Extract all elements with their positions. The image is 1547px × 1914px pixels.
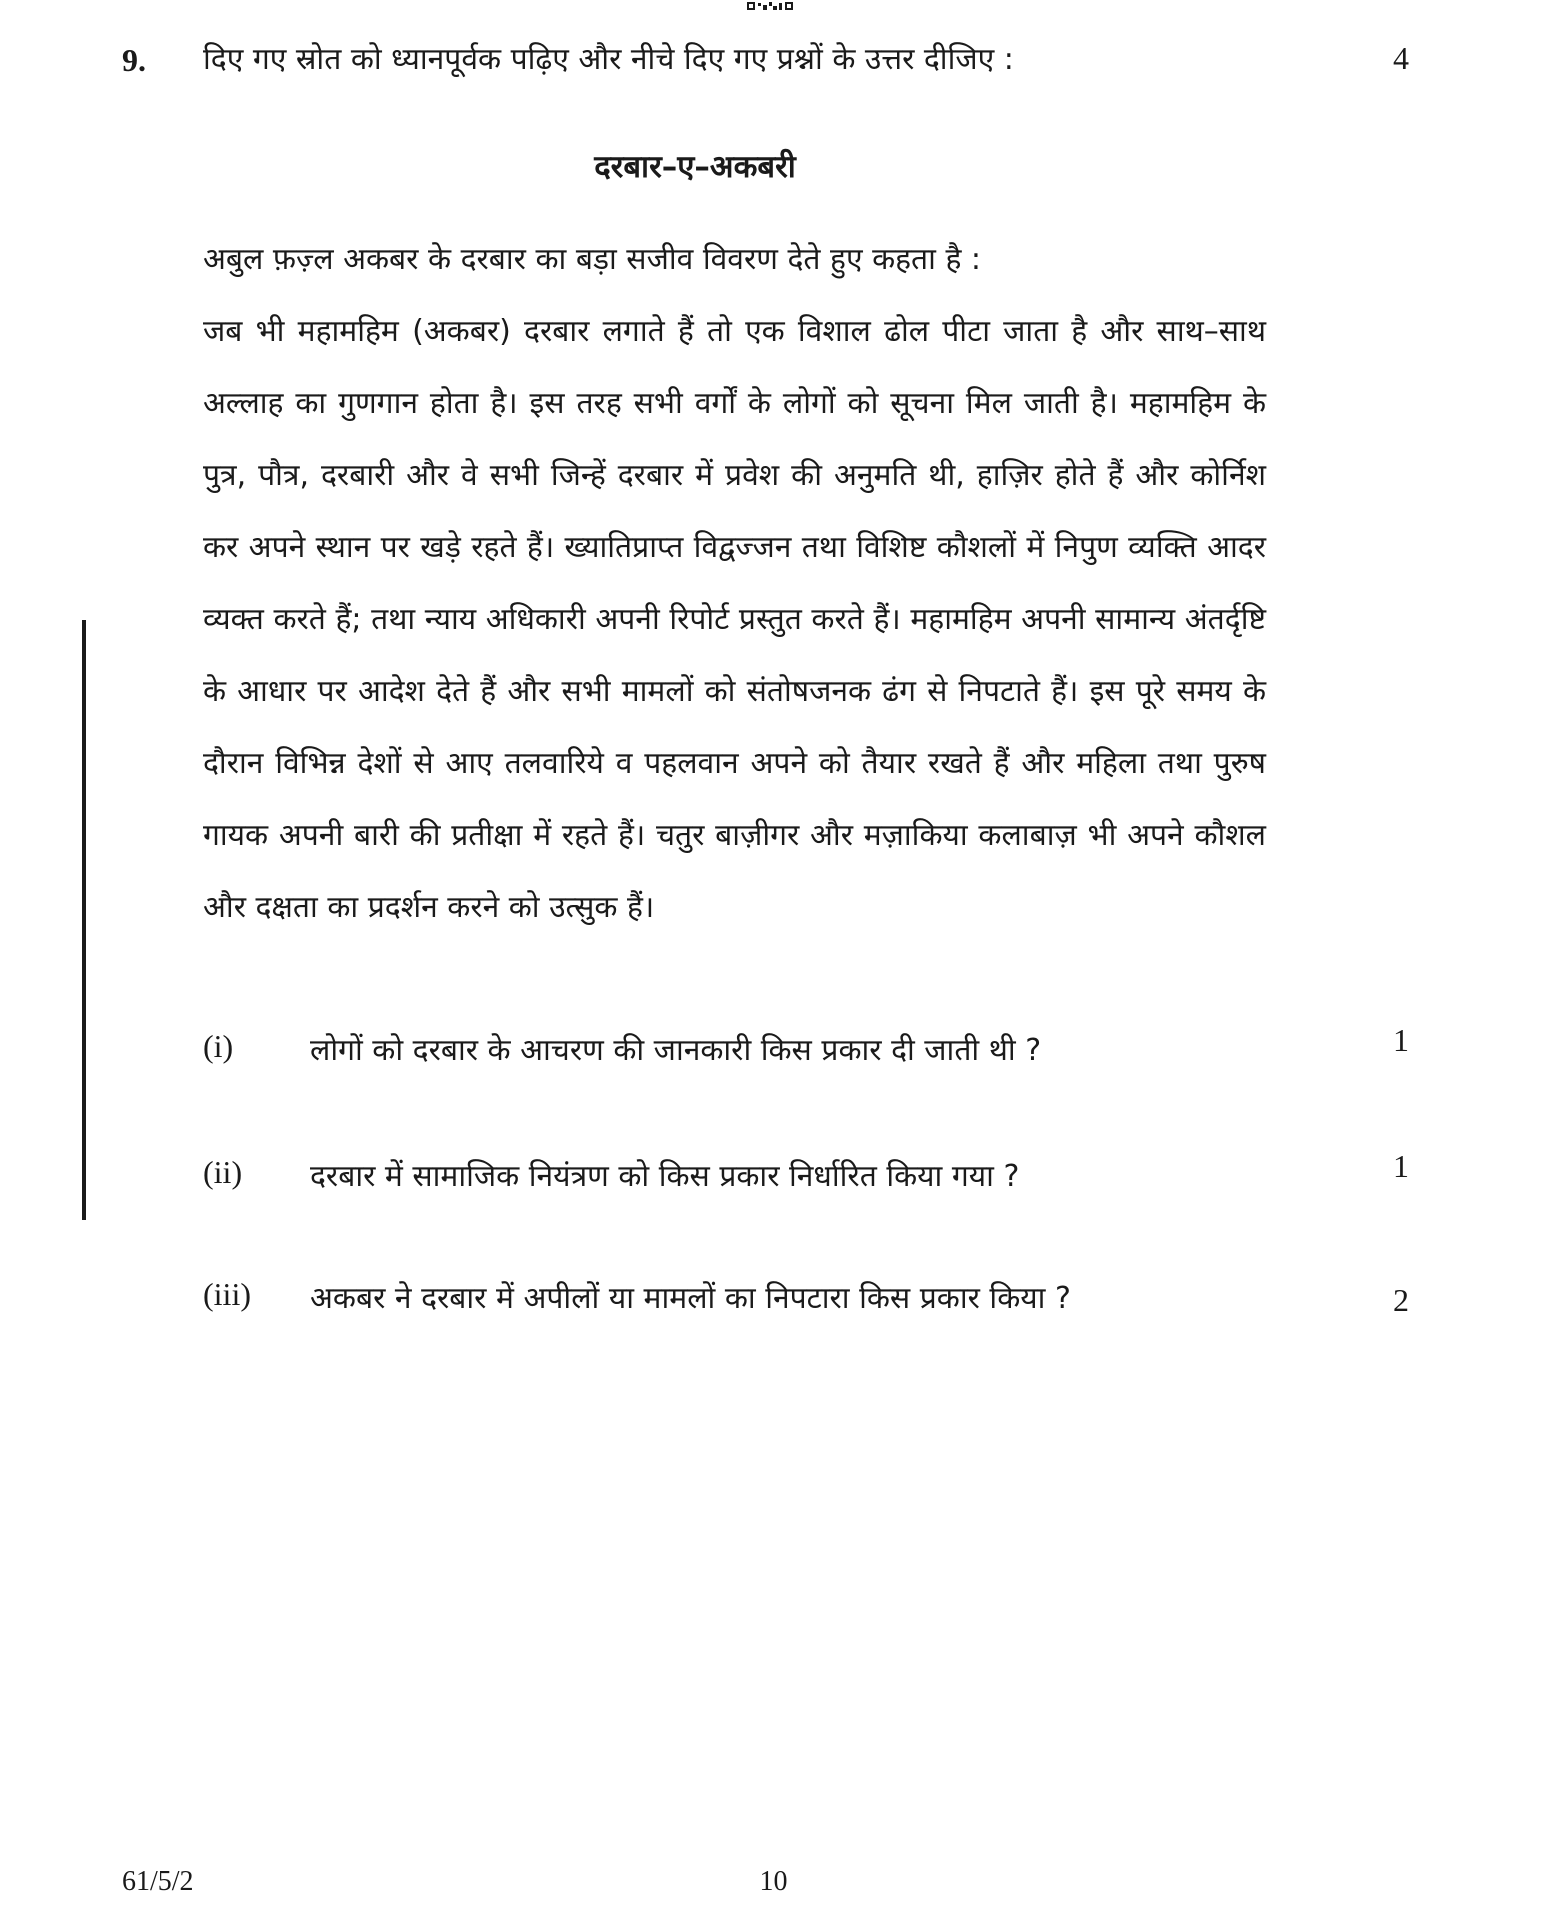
margin-rule xyxy=(82,620,86,1220)
sub-question-text: लोगों को दरबार के आचरण की जानकारी किस प्रकार दी जाती थी ? xyxy=(310,1033,1042,1068)
source-intro: अबुल फ़ज़्ल अकबर के दरबार का बड़ा सजीव विवरण देते हुए कहता है : xyxy=(203,242,982,277)
sub-question-number: (ii) xyxy=(203,1154,243,1190)
question-number: 9. xyxy=(122,42,146,78)
qr-code-icon xyxy=(745,0,797,14)
source-title: दरबार–ए–अकबरी xyxy=(594,149,796,185)
sub-question-2 xyxy=(203,1148,1409,1204)
sub-question-number: (iii) xyxy=(203,1276,251,1312)
question-instruction: दिए गए स्रोत को ध्यानपूर्वक पढ़िए और नीचे दिए गए प्रश्नों के उत्तर दीजिए : xyxy=(203,42,1014,77)
sub-question-1 xyxy=(203,1022,1409,1078)
source-passage: जब भी महामहिम (अकबर) दरबार लगाते हैं तो एक विशाल ढोल पीटा जाता है और साथ–साथ अल्लाह का गुणगान होता है। इस तरह सभी वर्गों के लोगों को सूचना मिल जाती है। महामहिम के पुत्र, पौत्र, दरबारी और वे सभी जिन्हें दरबार में प्रवेश की अनुमति थी, हाज़िर होते हैं और कोर्निश कर अपने स्थान पर खड़े रहते हैं। ख्यातिप्राप्त विद्वज्जन तथा विशिष्ट कौशलों में निपुण व्यक्ति आदर व्यक्त करते हैं; तथा न्याय अधिकारी अपनी रिपोर्ट प्रस्तुत करते हैं। महामहिम अपनी सामान्य अंतर्दृष्टि के आधार पर आदेश देते हैं और सभी मामलों को संतोषजनक ढंग से निपटाते हैं। इस पूरे समय के दौरान विभिन्न देशों से आए तलवारिये व पहलवान अपने को तैयार रखते हैं और महिला तथा पुरुष गायक अपनी बारी की प्रतीक्षा में रहते हैं। चतुर बाज़ीगर और मज़ाकिया कलाबाज़ भी अपने कौशल और दक्षता का प्रदर्शन करने को उत्सुक हैं। xyxy=(203,314,1266,925)
sub-question-3 xyxy=(203,1276,1409,1326)
sub-question-number: (i) xyxy=(203,1028,234,1064)
page-number: 10 xyxy=(759,1866,788,1897)
sub-question-marks: 1 xyxy=(1393,1148,1409,1184)
source-passage-block xyxy=(203,242,1266,944)
sub-question-marks: 1 xyxy=(1393,1022,1409,1058)
question-marks: 4 xyxy=(1393,40,1409,76)
paper-code: 61/5/2 xyxy=(122,1866,194,1897)
sub-question-text: अकबर ने दरबार में अपीलों या मामलों का निपटारा किस प्रकार किया ? xyxy=(310,1281,1071,1316)
sub-question-text: दरबार में सामाजिक नियंत्रण को किस प्रकार निर्धारित किया गया ? xyxy=(310,1159,1020,1194)
sub-question-marks: 2 xyxy=(1393,1282,1409,1318)
